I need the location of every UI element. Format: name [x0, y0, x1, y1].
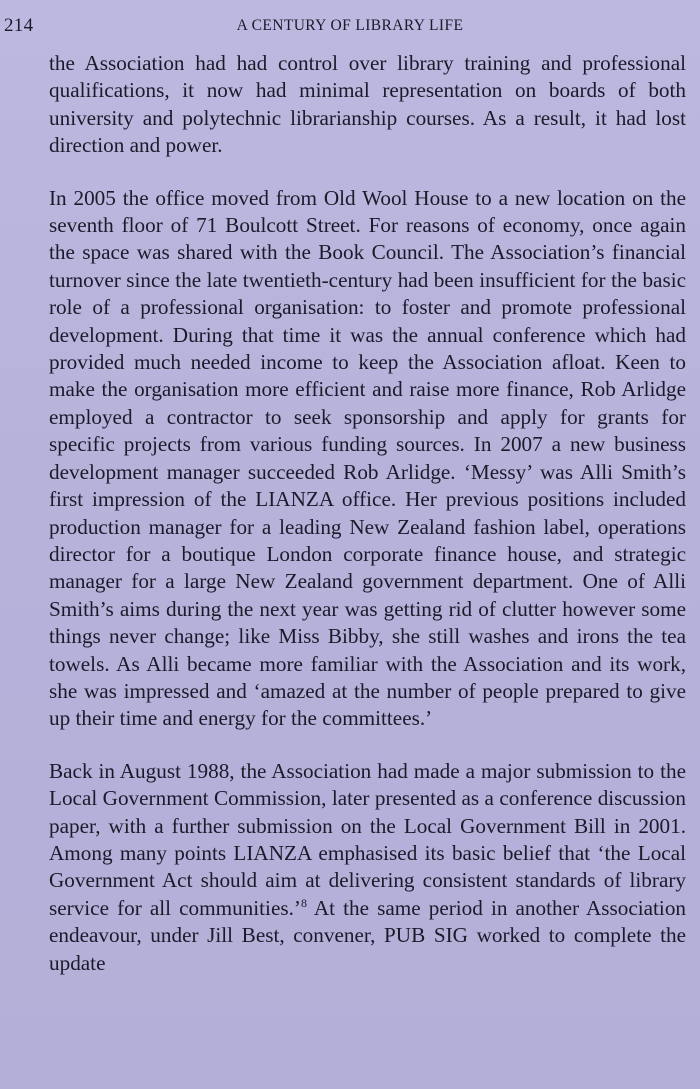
- body-text: [49, 50, 686, 997]
- paragraph-1: the Association had had control over library training and professional qualifications, it now had minimal representation on boards of both university and polytechnic librarianship courses. As a result, it had lost direction and power.: [49, 51, 686, 158]
- footnote-reference: 8: [300, 895, 307, 910]
- page-number: 214: [4, 15, 34, 36]
- paragraph-3-text-before-note: Back in August 1988, the Association had made a major submission to the Local Government Commission, later presented as a conference discussion paper, with a further submission on the Local Government Bill in 2001. Among many points LIANZA emphasised its basic belief that ‘the Local Government Act should aim at delivering consistent standards of library service for all communities.’: [49, 758, 686, 920]
- paragraph-3-text-after-note: At the same period in another Association endeavour, under Jill Best, convener, PUB SIG worked to complete the update: [49, 895, 687, 975]
- running-head: [0, 14, 700, 38]
- running-title: A CENTURY OF LIBRARY LIFE: [236, 17, 464, 34]
- paragraph-3: [49, 758, 686, 977]
- paragraph-2: In 2005 the office moved from Old Wool House to a new location on the seventh floor of 71 Boulcott Street. For reasons of economy, once again the space was shared with the Book Council. The Association’s financial turnover since the late twentieth-century had been insufficient for the basic role of a professional organisation: to foster and promote professional development. During that time it was the annual conference which had provided much needed income to keep the Association afloat. Keen to make the organisation more efficient and raise more finance, Rob Arlidge employed a contractor to seek sponsorship and apply for grants for specific projects from various funding sources. In 2007 a new business development manager succeeded Rob Arlidge. ‘Messy’ was Alli Smith’s first impression of the LIANZA office. Her previous positions included production manager for a leading New Zealand fashion label, operations director for a boutique London corporate finance house, and strategic manager for a large New Zealand government department. One of Alli Smith’s aims during the next year was getting rid of clutter however some things never change; like Miss Bibby, she still washes and irons the tea towels. As Alli became more familiar with the Association and its work, she was impressed and ‘amazed at the number of people prepared to give up their time and energy for the committees.’: [49, 185, 686, 731]
